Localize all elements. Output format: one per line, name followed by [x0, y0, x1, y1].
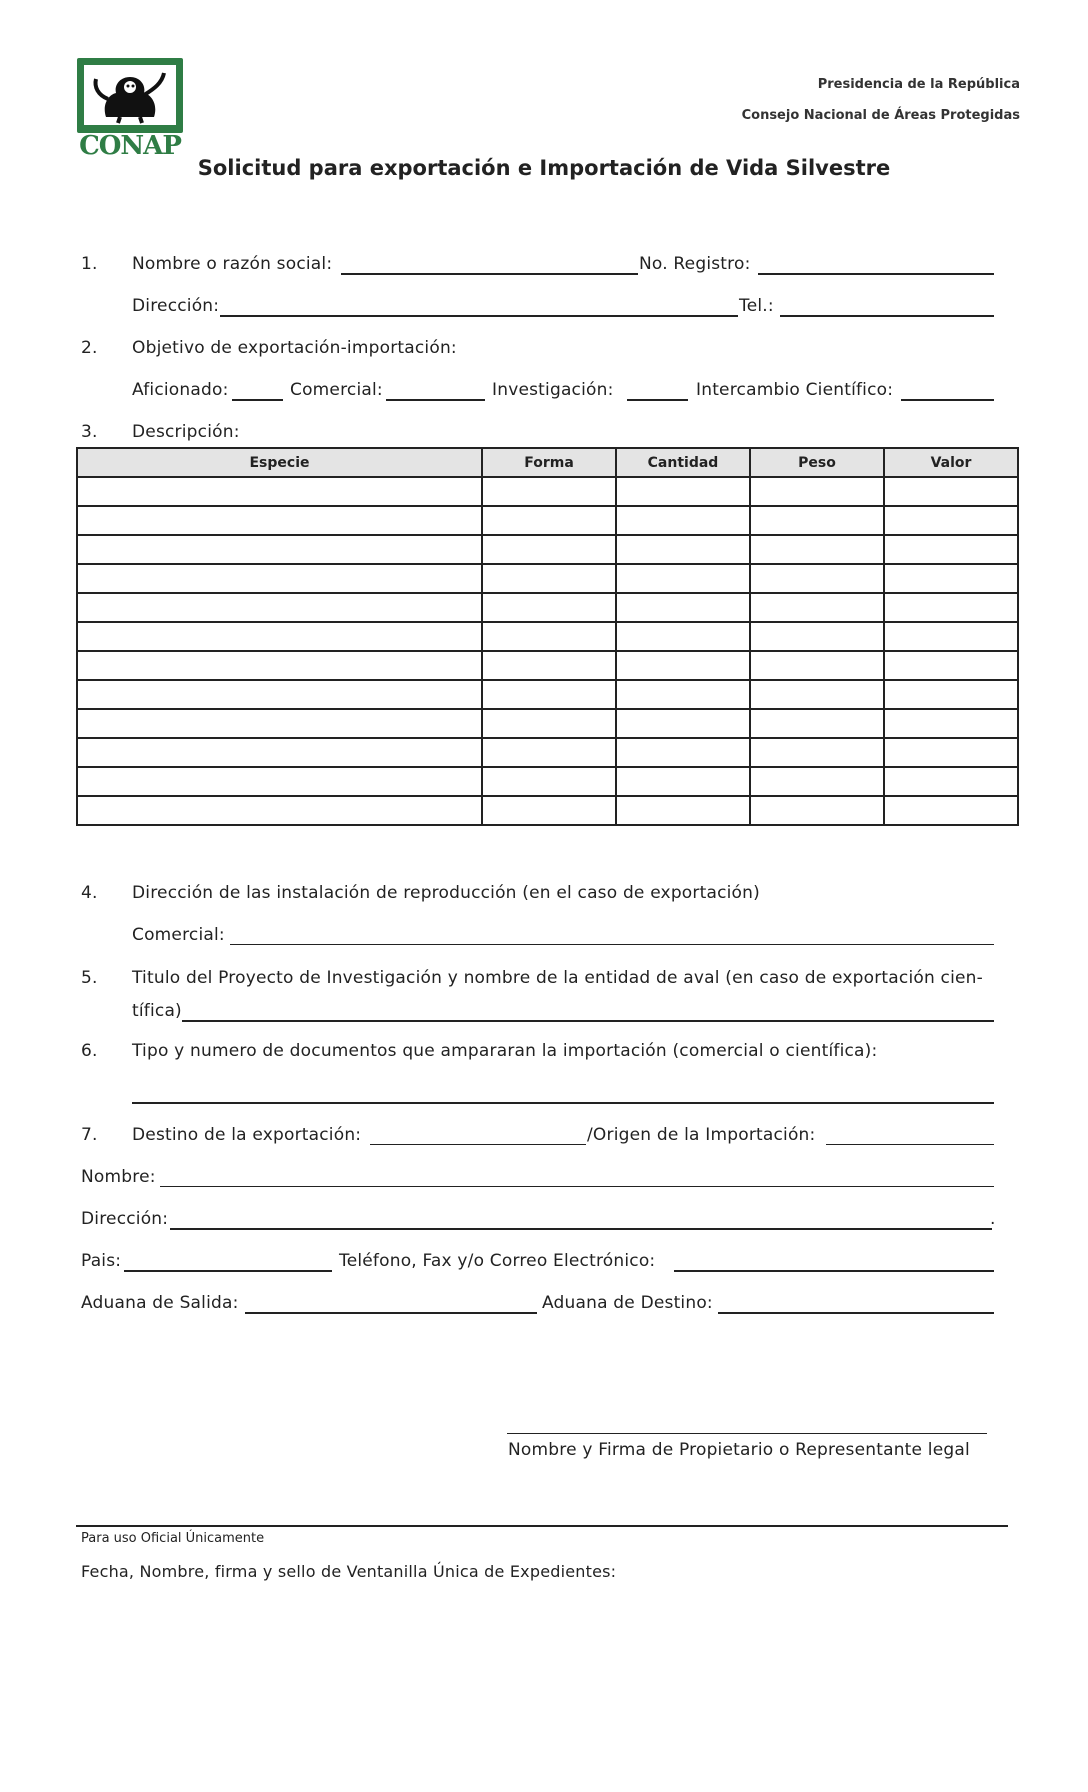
tipo-documentos-field[interactable]: [132, 1102, 994, 1104]
cell-forma[interactable]: [482, 477, 616, 506]
table-row: [77, 564, 1018, 593]
titulo-proyecto-label-cont: tífica): [132, 1001, 182, 1021]
nombre-razon-social-field[interactable]: [341, 273, 638, 275]
telefono-fax-correo-label: Teléfono, Fax y/o Correo Electrónico:: [339, 1251, 656, 1271]
origen-importacion-field[interactable]: [826, 1144, 994, 1145]
cell-forma[interactable]: [482, 709, 616, 738]
cell-peso[interactable]: [750, 680, 884, 709]
cell-especie[interactable]: [77, 622, 482, 651]
telefono-fax-correo-field[interactable]: [674, 1270, 994, 1272]
tipo-documentos-label: Tipo y numero de documentos que ampararan la importación (comercial o científica):: [132, 1041, 878, 1061]
cell-valor[interactable]: [884, 535, 1018, 564]
cell-peso[interactable]: [750, 535, 884, 564]
table-row: [77, 680, 1018, 709]
cell-especie[interactable]: [77, 738, 482, 767]
destino-exportacion-field[interactable]: [370, 1144, 586, 1145]
cell-valor[interactable]: [884, 593, 1018, 622]
section-5-number: 5.: [81, 968, 98, 988]
cell-forma[interactable]: [482, 738, 616, 767]
official-use-label: Para uso Oficial Únicamente: [81, 1531, 265, 1546]
official-use-divider: [76, 1525, 1008, 1527]
descripcion-table: [76, 447, 1019, 826]
cell-especie[interactable]: [77, 680, 482, 709]
cell-peso[interactable]: [750, 767, 884, 796]
comercial-label: Comercial:: [290, 380, 383, 400]
cell-cantidad[interactable]: [616, 622, 750, 651]
investigacion-label: Investigación:: [492, 380, 614, 400]
cell-cantidad[interactable]: [616, 506, 750, 535]
cell-forma[interactable]: [482, 564, 616, 593]
signature-label: Nombre y Firma de Propietario o Representante legal: [508, 1440, 970, 1460]
cell-peso[interactable]: [750, 651, 884, 680]
cell-forma[interactable]: [482, 651, 616, 680]
nombre-razon-social-label: Nombre o razón social:: [132, 254, 333, 274]
section-3-number: 3.: [81, 422, 98, 442]
cell-especie[interactable]: [77, 564, 482, 593]
table-row: [77, 767, 1018, 796]
fecha-firma-sello-label: Fecha, Nombre, firma y sello de Ventanilla Única de Expedientes:: [81, 1562, 617, 1581]
monkey-icon: [84, 65, 176, 125]
cell-valor[interactable]: [884, 564, 1018, 593]
instalacion-reproduccion-label: Dirección de las instalación de reproducción (en el caso de exportación): [132, 883, 760, 903]
cell-especie[interactable]: [77, 767, 482, 796]
cell-peso[interactable]: [750, 796, 884, 825]
cell-valor[interactable]: [884, 622, 1018, 651]
section-6-number: 6.: [81, 1041, 98, 1061]
origen-importacion-label: /Origen de la Importación:: [587, 1125, 816, 1145]
table-row: [77, 477, 1018, 506]
tel-field[interactable]: [780, 315, 994, 317]
cell-forma[interactable]: [482, 506, 616, 535]
cell-peso[interactable]: [750, 709, 884, 738]
cell-peso[interactable]: [750, 506, 884, 535]
conap-logo: [77, 58, 183, 161]
cell-valor[interactable]: [884, 767, 1018, 796]
column-header-valor: Valor: [884, 448, 1018, 477]
column-header-forma: Forma: [482, 448, 616, 477]
cell-forma[interactable]: [482, 535, 616, 564]
direccion-label: Dirección:: [132, 296, 220, 316]
aduana-salida-field[interactable]: [245, 1312, 537, 1314]
cell-peso[interactable]: [750, 564, 884, 593]
logo-wordmark: CONAP: [79, 131, 181, 161]
destino-exportacion-label: Destino de la exportación:: [132, 1125, 362, 1145]
signature-line[interactable]: [507, 1433, 987, 1434]
cell-especie[interactable]: [77, 506, 482, 535]
column-header-peso: Peso: [750, 448, 884, 477]
cell-forma[interactable]: [482, 767, 616, 796]
cell-cantidad[interactable]: [616, 477, 750, 506]
table-row: [77, 709, 1018, 738]
cell-especie[interactable]: [77, 535, 482, 564]
section-1-number: 1.: [81, 254, 98, 274]
cell-forma[interactable]: [482, 796, 616, 825]
objetivo-label: Objetivo de exportación-importación:: [132, 338, 457, 358]
section-2-number: 2.: [81, 338, 98, 358]
cell-peso[interactable]: [750, 593, 884, 622]
table-row: [77, 651, 1018, 680]
logo-frame: [77, 58, 183, 133]
table-row: [77, 506, 1018, 535]
org-line-presidencia: Presidencia de la República: [817, 77, 1020, 92]
table-row: [77, 535, 1018, 564]
cell-especie[interactable]: [77, 477, 482, 506]
cell-cantidad[interactable]: [616, 738, 750, 767]
nombre-label: Nombre:: [81, 1167, 156, 1187]
cell-especie[interactable]: [77, 709, 482, 738]
cell-valor[interactable]: [884, 651, 1018, 680]
descripcion-label: Descripción:: [132, 422, 240, 442]
cell-cantidad[interactable]: [616, 593, 750, 622]
comercial-field[interactable]: [386, 399, 485, 401]
org-line-conap: Consejo Nacional de Áreas Protegidas: [741, 108, 1020, 123]
intercambio-cientifico-label: Intercambio Científico:: [696, 380, 894, 400]
cell-valor[interactable]: [884, 796, 1018, 825]
titulo-proyecto-label: Titulo del Proyecto de Investigación y nombre de la entidad de aval (en caso de exportación cien-: [132, 968, 983, 988]
direccion-destino-field[interactable]: [170, 1228, 992, 1230]
cell-forma[interactable]: [482, 680, 616, 709]
direccion-destino-label: Dirección:: [81, 1209, 169, 1229]
column-header-especie: Especie: [77, 448, 482, 477]
aduana-destino-label: Aduana de Destino:: [542, 1293, 713, 1313]
cell-cantidad[interactable]: [616, 535, 750, 564]
investigacion-field[interactable]: [627, 399, 688, 401]
section-7-number: 7.: [81, 1125, 98, 1145]
table-row: [77, 622, 1018, 651]
table-row: [77, 738, 1018, 767]
cell-valor[interactable]: [884, 680, 1018, 709]
cell-peso[interactable]: [750, 477, 884, 506]
no-registro-label: No. Registro:: [639, 254, 751, 274]
no-registro-field[interactable]: [758, 273, 994, 275]
aficionado-label: Aficionado:: [132, 380, 229, 400]
section-4-number: 4.: [81, 883, 98, 903]
page-title: Solicitud para exportación e Importación de Vida Silvestre: [197, 156, 891, 180]
cell-valor[interactable]: [884, 477, 1018, 506]
comercial-direccion-label: Comercial:: [132, 925, 225, 945]
cell-valor[interactable]: [884, 738, 1018, 767]
cell-valor[interactable]: [884, 506, 1018, 535]
cell-valor[interactable]: [884, 709, 1018, 738]
table-row: [77, 796, 1018, 825]
aficionado-field[interactable]: [232, 399, 283, 401]
cell-cantidad[interactable]: [616, 796, 750, 825]
cell-especie[interactable]: [77, 796, 482, 825]
table-header-row: [77, 448, 1018, 477]
cell-cantidad[interactable]: [616, 767, 750, 796]
aduana-salida-label: Aduana de Salida:: [81, 1293, 239, 1313]
direccion-field[interactable]: [220, 315, 738, 317]
cell-cantidad[interactable]: [616, 564, 750, 593]
cell-peso[interactable]: [750, 738, 884, 767]
aduana-destino-field[interactable]: [718, 1312, 994, 1314]
pais-label: Pais:: [81, 1251, 122, 1271]
nombre-field[interactable]: [160, 1186, 994, 1187]
titulo-proyecto-field[interactable]: [182, 1020, 994, 1022]
cell-peso[interactable]: [750, 622, 884, 651]
intercambio-cientifico-field[interactable]: [901, 399, 994, 401]
comercial-direccion-field[interactable]: [230, 944, 994, 945]
cell-especie[interactable]: [77, 593, 482, 622]
cell-especie[interactable]: [77, 651, 482, 680]
direccion-end-dot: .: [990, 1209, 996, 1229]
logo-inner: [84, 65, 176, 125]
cell-cantidad[interactable]: [616, 709, 750, 738]
cell-forma[interactable]: [482, 622, 616, 651]
tel-label: Tel.:: [739, 296, 774, 316]
cell-cantidad[interactable]: [616, 680, 750, 709]
cell-forma[interactable]: [482, 593, 616, 622]
cell-cantidad[interactable]: [616, 651, 750, 680]
table-row: [77, 593, 1018, 622]
pais-field[interactable]: [124, 1270, 332, 1272]
column-header-cantidad: Cantidad: [616, 448, 750, 477]
